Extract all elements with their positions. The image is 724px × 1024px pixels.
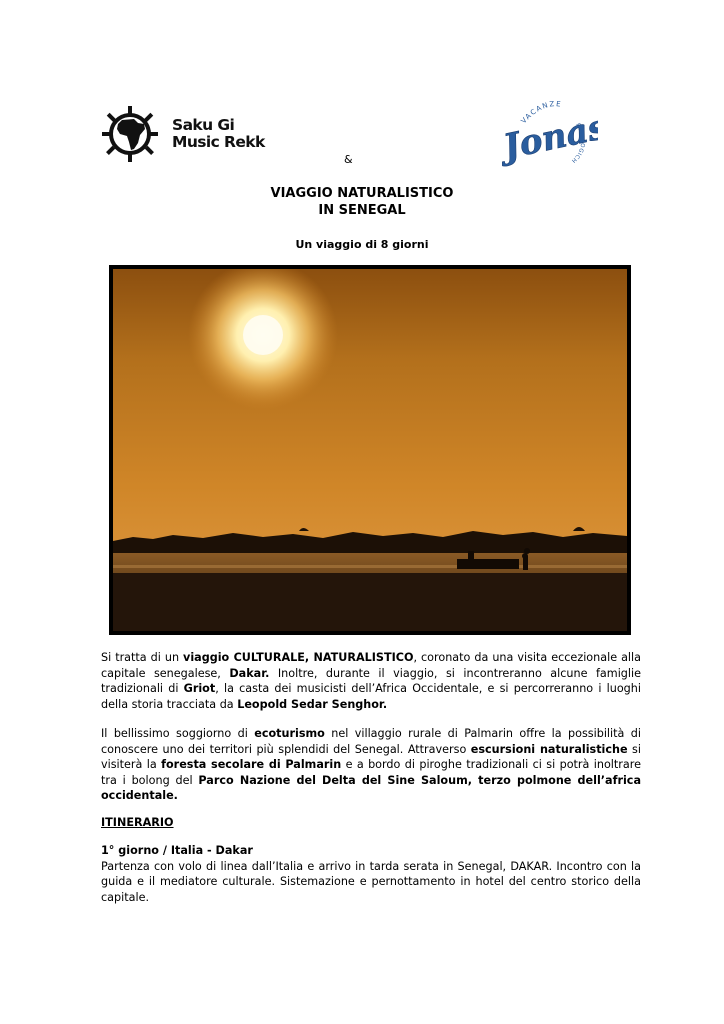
- document-subtitle: Un viaggio di 8 giorni: [295, 238, 429, 251]
- logo-left-line1: Saku Gi: [172, 116, 235, 134]
- intro-paragraph: Si tratta di un viaggio CULTURALE, NATURALISTICO, coronato da una visita eccezionale alla capitale senegalese, Dakar. Inoltre, durante il viaggio, si incontreranno alcune famiglie tradizionali di Griot, la casta dei musicisti dell’Africa Occidentale, e si percorreranno i luoghi della storia tracciata da Leopold Sedar Senghor.: [101, 651, 641, 711]
- logo-left-line2: Music Rekk: [172, 133, 265, 151]
- jonas-logo: [498, 94, 598, 178]
- day1-text: Partenza con volo di linea dall’Italia e arrivo in tarda serata in Senegal, DAKAR. Incontro con la guida e il mediatore culturale. Sistemazione e pernottamento in hotel del centro storico della capitale.: [101, 859, 641, 904]
- day1-section: [101, 843, 641, 905]
- africa-wheel-icon: [100, 104, 166, 164]
- document-title: [0, 185, 724, 219]
- logo-right-bottom-text: ECO-LOGICH: [569, 122, 586, 164]
- day1-title: 1° giorno / Italia - Dakar: [101, 844, 253, 857]
- highlight-parco: Parco Nazione del Delta del Sine Saloum, terzo polmone dell’africa occidentale.: [101, 773, 641, 803]
- highlight-senghor: Leopold Sedar Senghor.: [237, 697, 388, 711]
- itinerary-heading: ITINERARIO: [101, 816, 174, 829]
- highlight-foresta: foresta secolare di Palmarin: [161, 758, 342, 772]
- highlight-ecoturismo: ecoturismo: [254, 727, 325, 740]
- highlight-dakar: Dakar.: [229, 666, 270, 680]
- logo-left-text: [172, 117, 265, 151]
- logo-right-top-text: VACANZE: [519, 100, 563, 126]
- title-line2: IN SENEGAL: [318, 203, 406, 218]
- saku-gi-logo: [100, 104, 270, 164]
- highlight-griot: Griot: [183, 682, 216, 696]
- ampersand: &: [344, 153, 353, 166]
- sunset-photo: [109, 265, 631, 635]
- sunset-landscape-image: [113, 269, 627, 631]
- title-line1: VIAGGIO NATURALISTICO: [270, 186, 454, 201]
- ecotourism-paragraph: Il bellissimo soggiorno di ecoturismo nel villaggio rurale di Palmarin offre la possibilità di conoscere uno dei territori più splendidi del Senegal. Attraverso escursioni naturalistiche si visiterà la foresta secolare di Palmarin e a bordo di piroghe tradizionali ci si potrà inoltrare tra i bolong del Parco Nazione del Delta del Sine Saloum, terzo polmone dell’africa occidentale.: [101, 727, 642, 803]
- jonas-logo-graphic: [498, 94, 598, 178]
- highlight-escursioni: escursioni naturalistiche: [470, 742, 628, 756]
- highlight-cultural: viaggio CULTURALE, NATURALISTICO: [183, 651, 414, 664]
- logo-right-word: Jonas: [499, 106, 598, 168]
